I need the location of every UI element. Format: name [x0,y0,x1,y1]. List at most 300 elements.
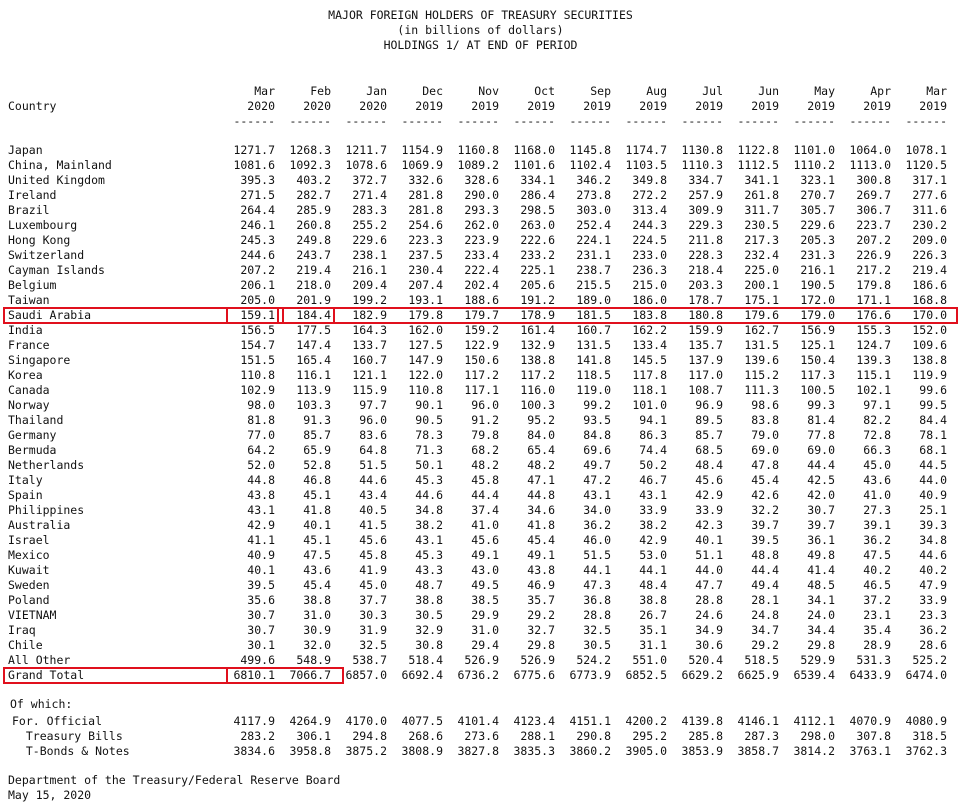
country-name: Chile [8,638,43,652]
table-cell: 29.9 [471,608,499,622]
table-cell: 51.1 [695,548,723,562]
table-cell: 84.8 [583,428,611,442]
table-cell: 223.3 [408,233,443,247]
table-cell: 525.2 [912,653,947,667]
country-name: Iraq [8,623,36,637]
column-header [607,84,667,129]
table-cell: 179.7 [464,308,499,322]
table-cell: 200.1 [744,278,779,292]
table-cell: 43.6 [863,473,891,487]
table-cell: 524.2 [576,653,611,667]
table-cell: 526.9 [520,653,555,667]
table-cell: 1112.5 [737,158,779,172]
table-cell: 307.8 [856,729,891,743]
table-cell: 306.7 [856,203,891,217]
table-cell: 403.2 [296,173,331,187]
table-cell: 3958.8 [289,744,331,758]
table-cell: 89.5 [695,413,723,427]
country-name: VIETNAM [8,608,57,622]
table-cell: 97.7 [359,398,387,412]
table-cell: 222.6 [520,233,555,247]
table-cell: 38.5 [471,593,499,607]
table-cell: 137.9 [688,353,723,367]
table-cell: 217.3 [744,233,779,247]
table-cell: 40.2 [919,563,947,577]
table-cell: 42.9 [695,488,723,502]
table-cell: 115.2 [744,368,779,382]
table-cell: 52.0 [247,458,275,472]
table-cell: 45.8 [359,548,387,562]
column-underline: ------ [681,114,723,128]
country-name: Norway [8,398,50,412]
table-row [0,623,961,638]
table-cell: 24.8 [751,608,779,622]
table-row [0,248,961,263]
table-cell: 41.8 [303,503,331,517]
table-cell: 160.7 [576,323,611,337]
table-cell: 84.0 [527,428,555,442]
table-cell: 309.9 [688,203,723,217]
column-year: 2019 [751,99,779,113]
table-cell: 182.9 [352,308,387,322]
table-cell: 218.4 [688,263,723,277]
table-cell: 223.7 [856,218,891,232]
table-cell: 1268.3 [289,143,331,157]
table-cell: 1174.7 [625,143,667,157]
column-month: Mar [926,84,947,98]
table-cell: 238.1 [352,248,387,262]
table-cell: 226.3 [912,248,947,262]
table-cell: 306.1 [296,729,331,743]
column-underline: ------ [849,114,891,128]
country-name: Thailand [8,413,64,427]
table-cell: 4139.8 [681,714,723,728]
country-name: T-Bonds & Notes [12,744,130,758]
table-cell: 201.9 [296,293,331,307]
table-cell: 230.2 [912,218,947,232]
table-cell: 219.4 [296,263,331,277]
table-cell: 100.3 [520,398,555,412]
table-cell: 81.8 [247,413,275,427]
table-cell: 117.3 [800,368,835,382]
table-cell: 28.8 [695,593,723,607]
table-cell: 40.1 [303,518,331,532]
table-cell: 119.0 [576,383,611,397]
table-cell: 207.2 [856,233,891,247]
table-row [0,203,961,218]
table-cell: 47.3 [583,578,611,592]
table-cell: 115.1 [856,368,891,382]
table-cell: 395.3 [240,173,275,187]
table-cell: 215.0 [632,278,667,292]
table-cell: 245.3 [240,233,275,247]
column-month: Apr [870,84,891,98]
table-cell: 237.5 [408,248,443,262]
table-cell: 179.8 [408,308,443,322]
table-cell: 151.5 [240,353,275,367]
table-cell: 34.7 [751,623,779,637]
column-year: 2019 [695,99,723,113]
document-subtitle-holdings: HOLDINGS 1/ AT END OF PERIOD [383,38,578,52]
table-cell: 49.5 [471,578,499,592]
table-cell: 38.2 [639,518,667,532]
table-cell: 3763.1 [849,744,891,758]
table-cell: 29.2 [751,638,779,652]
country-name: France [8,338,50,352]
country-name: India [8,323,43,337]
table-cell: 6852.5 [625,668,667,682]
table-cell: 1102.4 [569,158,611,172]
table-row [0,173,961,188]
table-cell: 72.8 [863,428,891,442]
table-cell: 36.8 [583,593,611,607]
table-row [0,593,961,608]
column-month: Nov [478,84,499,98]
table-cell: 159.1 [240,308,275,322]
table-cell: 150.6 [464,353,499,367]
table-row [0,458,961,473]
table-cell: 42.0 [807,488,835,502]
table-cell: 328.6 [464,173,499,187]
table-cell: 32.0 [303,638,331,652]
table-cell: 43.8 [527,563,555,577]
column-year: 2019 [807,99,835,113]
table-cell: 159.2 [464,323,499,337]
table-cell: 205.3 [800,233,835,247]
table-cell: 46.7 [639,473,667,487]
table-cell: 30.7 [247,608,275,622]
column-underline: ------ [457,114,499,128]
table-cell: 138.8 [912,353,947,367]
table-cell: 164.3 [352,323,387,337]
table-cell: 334.1 [520,173,555,187]
table-cell: 1089.2 [457,158,499,172]
table-cell: 207.2 [240,263,275,277]
table-cell: 178.9 [520,308,555,322]
table-cell: 139.3 [856,353,891,367]
table-row [0,338,961,353]
country-name: Ireland [8,188,57,202]
column-underline: ------ [625,114,667,128]
table-cell: 53.0 [639,548,667,562]
table-cell: 138.8 [520,353,555,367]
table-cell: 31.0 [471,623,499,637]
table-cell: 230.5 [744,218,779,232]
country-name: Switzerland [8,248,85,262]
table-cell: 193.1 [408,293,443,307]
table-cell: 30.6 [695,638,723,652]
table-cell: 30.3 [359,608,387,622]
table-cell: 26.7 [639,608,667,622]
table-cell: 65.9 [303,443,331,457]
holdings-table-body [0,143,961,683]
table-cell: 68.5 [695,443,723,457]
highlight-saudi-arabia-feb-2020 [282,307,335,324]
table-cell: 147.4 [296,338,331,352]
table-cell: 161.4 [520,323,555,337]
table-cell: 303.0 [576,203,611,217]
table-cell: 246.1 [240,218,275,232]
table-cell: 45.0 [863,458,891,472]
table-cell: 96.0 [359,413,387,427]
table-cell: 188.6 [464,293,499,307]
table-cell: 3827.8 [457,744,499,758]
table-cell: 40.1 [695,533,723,547]
table-cell: 229.6 [352,233,387,247]
of-which-rows [0,714,961,759]
table-cell: 257.9 [688,188,723,202]
table-cell: 526.9 [464,653,499,667]
table-cell: 293.3 [464,203,499,217]
table-cell: 341.1 [744,173,779,187]
table-cell: 45.1 [303,488,331,502]
country-name: Taiwan [8,293,50,307]
table-cell: 24.6 [695,608,723,622]
table-cell: 42.9 [639,533,667,547]
table-cell: 35.4 [863,623,891,637]
column-header [215,84,275,129]
table-cell: 48.8 [751,548,779,562]
table-cell: 209.0 [912,233,947,247]
table-cell: 1211.7 [345,143,387,157]
table-cell: 32.2 [751,503,779,517]
table-cell: 162.2 [632,323,667,337]
table-cell: 34.8 [919,533,947,547]
table-cell: 252.4 [576,218,611,232]
release-date: May 15, 2020 [8,788,92,802]
table-cell: 6857.0 [345,668,387,682]
table-cell: 40.5 [359,503,387,517]
table-cell: 42.5 [807,473,835,487]
table-cell: 285.9 [296,203,331,217]
table-cell: 1271.7 [233,143,275,157]
table-cell: 96.0 [471,398,499,412]
table-row [0,398,961,413]
table-cell: 29.2 [527,608,555,622]
table-cell: 45.4 [527,533,555,547]
table-row [0,158,961,173]
table-row [0,578,961,593]
table-row [0,293,961,308]
country-name: Australia [8,518,71,532]
table-cell: 133.4 [632,338,667,352]
table-cell: 41.4 [807,563,835,577]
table-cell: 184.4 [296,308,331,322]
table-cell: 83.6 [359,428,387,442]
table-cell: 1078.6 [345,158,387,172]
table-cell: 372.7 [352,173,387,187]
table-row [0,323,961,338]
table-cell: 119.9 [912,368,947,382]
column-year: 2020 [359,99,387,113]
table-cell: 45.6 [471,533,499,547]
table-cell: 110.8 [240,368,275,382]
table-cell: 6736.2 [457,668,499,682]
table-cell: 30.5 [415,608,443,622]
table-cell: 203.3 [688,278,723,292]
table-row [0,413,961,428]
table-cell: 34.1 [807,593,835,607]
table-cell: 160.7 [352,353,387,367]
country-name: Philippines [8,503,85,517]
table-cell: 96.9 [695,398,723,412]
table-row [0,714,961,729]
table-cell: 223.9 [464,233,499,247]
table-cell: 39.3 [919,518,947,532]
table-cell: 69.0 [751,443,779,457]
table-cell: 43.1 [415,533,443,547]
table-cell: 41.8 [527,518,555,532]
table-cell: 27.3 [863,503,891,517]
document-title: MAJOR FOREIGN HOLDERS OF TREASURY SECURITIES [328,8,633,22]
table-cell: 90.1 [415,398,443,412]
table-cell: 262.0 [464,218,499,232]
table-cell: 3834.6 [233,744,275,758]
table-cell: 45.4 [303,578,331,592]
table-cell: 6810.1 [233,668,275,682]
table-cell: 1103.5 [625,158,667,172]
table-header [0,84,961,128]
table-cell: 206.1 [240,278,275,292]
table-cell: 44.1 [583,563,611,577]
table-cell: 31.1 [639,638,667,652]
table-cell: 79.8 [471,428,499,442]
table-cell: 33.9 [639,503,667,517]
table-cell: 520.4 [688,653,723,667]
table-cell: 44.5 [919,458,947,472]
table-cell: 102.9 [240,383,275,397]
table-cell: 3835.3 [513,744,555,758]
table-cell: 66.3 [863,443,891,457]
table-cell: 44.6 [359,473,387,487]
table-cell: 1110.2 [793,158,835,172]
column-underline: ------ [345,114,387,128]
table-cell: 4101.4 [457,714,499,728]
table-cell: 44.0 [919,473,947,487]
table-cell: 43.1 [583,488,611,502]
country-name: Netherlands [8,458,85,472]
table-cell: 3814.2 [793,744,835,758]
table-cell: 84.4 [919,413,947,427]
table-cell: 162.7 [744,323,779,337]
source-line: Department of the Treasury/Federal Reserve Board [8,773,341,787]
country-name: Singapore [8,353,71,367]
table-cell: 29.8 [807,638,835,652]
country-name: Sweden [8,578,50,592]
table-cell: 32.7 [527,623,555,637]
table-cell: 190.5 [800,278,835,292]
column-year: 2019 [527,99,555,113]
table-cell: 44.0 [695,563,723,577]
table-cell: 47.5 [303,548,331,562]
table-cell: 85.7 [695,428,723,442]
table-cell: 99.3 [807,398,835,412]
table-cell: 78.3 [415,428,443,442]
table-cell: 139.6 [744,353,779,367]
table-cell: 1160.8 [457,143,499,157]
table-cell: 290.0 [464,188,499,202]
table-cell: 273.8 [576,188,611,202]
table-cell: 40.9 [919,488,947,502]
table-cell: 305.7 [800,203,835,217]
table-cell: 156.5 [240,323,275,337]
table-cell: 95.2 [527,413,555,427]
of-which-label: Of which: [10,697,73,711]
table-cell: 64.8 [359,443,387,457]
table-row [0,143,961,158]
table-cell: 4080.9 [905,714,947,728]
table-cell: 29.4 [471,638,499,652]
table-cell: 6773.9 [569,668,611,682]
table-cell: 39.7 [751,518,779,532]
table-cell: 202.4 [464,278,499,292]
table-cell: 226.9 [856,248,891,262]
country-name: Grand Total [8,668,85,682]
table-cell: 131.5 [576,338,611,352]
table-cell: 116.0 [520,383,555,397]
table-cell: 215.5 [576,278,611,292]
column-underline: ------ [905,114,947,128]
table-cell: 50.2 [639,458,667,472]
table-cell: 207.4 [408,278,443,292]
column-year: 2019 [583,99,611,113]
table-cell: 30.8 [415,638,443,652]
table-cell: 177.5 [296,323,331,337]
country-name: Brazil [8,203,50,217]
table-cell: 281.8 [408,188,443,202]
table-cell: 31.9 [359,623,387,637]
table-cell: 6474.0 [905,668,947,682]
table-cell: 71.3 [415,443,443,457]
column-month: Mar [254,84,275,98]
table-cell: 47.5 [863,548,891,562]
country-name: United Kingdom [8,173,105,187]
table-cell: 48.4 [639,578,667,592]
table-cell: 244.6 [240,248,275,262]
table-cell: 3860.2 [569,744,611,758]
table-cell: 44.6 [415,488,443,502]
table-cell: 28.9 [863,638,891,652]
table-cell: 255.2 [352,218,387,232]
table-cell: 45.1 [303,533,331,547]
table-cell: 44.6 [919,548,947,562]
table-cell: 254.6 [408,218,443,232]
column-month: Feb [310,84,331,98]
table-row [0,608,961,623]
table-cell: 3853.9 [681,744,723,758]
table-cell: 46.0 [583,533,611,547]
table-cell: 271.4 [352,188,387,202]
table-cell: 28.1 [751,593,779,607]
table-cell: 178.7 [688,293,723,307]
column-month: Aug [646,84,667,98]
table-cell: 1101.6 [513,158,555,172]
table-cell: 36.2 [583,518,611,532]
table-cell: 38.8 [639,593,667,607]
table-cell: 99.6 [919,383,947,397]
table-cell: 1154.9 [401,143,443,157]
table-cell: 36.2 [919,623,947,637]
column-header [271,84,331,129]
table-cell: 283.3 [352,203,387,217]
table-row [0,428,961,443]
table-cell: 287.3 [744,729,779,743]
table-cell: 98.0 [247,398,275,412]
country-name: Luxembourg [8,218,78,232]
table-cell: 48.4 [695,458,723,472]
table-cell: 133.7 [352,338,387,352]
table-cell: 179.0 [800,308,835,322]
